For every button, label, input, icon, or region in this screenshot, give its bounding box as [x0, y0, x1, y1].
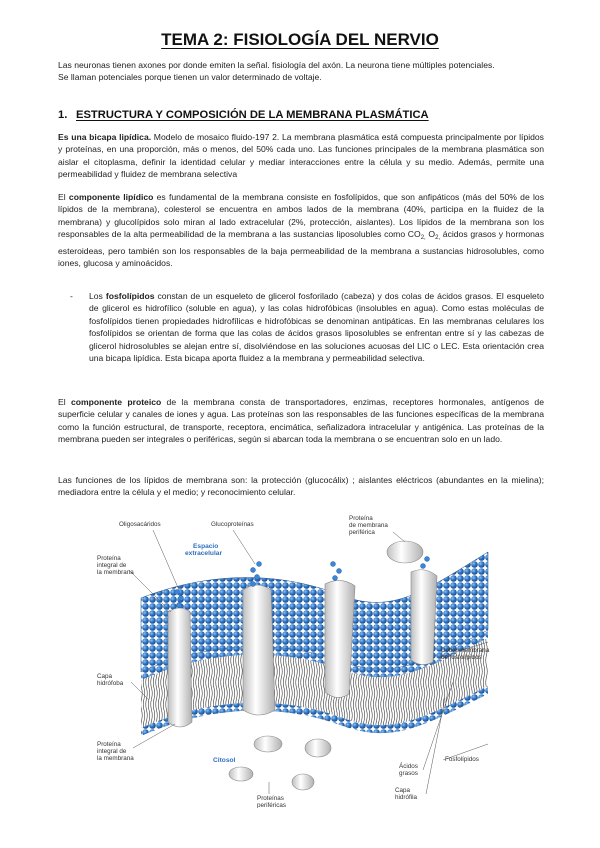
bicapa-bold: Es una bicapa lipídica. — [58, 132, 152, 142]
label-proteina-periferica-3: periférica — [349, 529, 375, 536]
label-capa-hidrofila-1: Capa — [395, 787, 411, 794]
lipidico-bold: componente lipídico — [68, 192, 154, 202]
integral-protein-far-right — [411, 570, 437, 665]
label-proteina-periferica-2: de membrana — [349, 522, 388, 529]
bullet-bold: fosfolípidos — [105, 291, 155, 301]
intro-line-2: Se llaman potenciales porque tienen un valor determinado de voltaje. — [58, 72, 322, 83]
intro-line-1: Las neuronas tienen axones por donde emiten la señal. fisiología del axón. La neurona tiene múltiples potenciales. — [58, 60, 495, 70]
proteico-text-b: de la membrana consta de transportadores, enzimas, receptores hormonales, antígenos de superficie celular y canales de iones y agua. Las proteínas son las responsables de las funciones específicas de la membrana como la función estructural, de transporte, receptora, encimática, señalizadora intracelular y antigénica. Las proteínas de la membrana pueden ser integrales o periféricas, según si abarcan toda la membrana o se encuentran solo en un lado. — [58, 397, 544, 445]
label-acidos-2: grasos — [399, 770, 418, 777]
label-doble-membrana-1: Doble membrana — [441, 647, 490, 654]
label-integral-bot-2: integral de — [97, 748, 127, 755]
proteico-text-a: El — [58, 397, 71, 407]
label-espacio-1: Espacio — [193, 543, 219, 550]
bullet-text-a: Los — [89, 291, 106, 301]
bullet-fosfolipidos — [89, 290, 544, 364]
peripheral-protein-3 — [229, 767, 253, 781]
lipidico-text-a: El — [58, 192, 69, 202]
label-citosol: Citosol — [213, 757, 236, 764]
label-integral-top-1: Proteína — [97, 555, 121, 562]
lipidico-text-d: ácidos grasos y hormonas esteroideas, pero también son los responsables de la baja permeabilidad de la membrana a sustancias hidrosolubles, como iones, glucosa y aminoácidos. — [58, 229, 544, 269]
membrane-diagram — [93, 512, 503, 808]
o2-subscript: 2, — [435, 235, 441, 242]
label-capa-hidrofila-2: hidrófila — [395, 794, 418, 801]
label-glucoproteinas: Glucoproteínas — [211, 521, 254, 528]
peripheral-protein-1 — [254, 736, 282, 752]
label-acidos-1: Ácidos — [399, 763, 418, 770]
label-integral-top-2: integral de — [97, 562, 127, 569]
co2-subscript: 2, — [420, 235, 426, 242]
label-proteina-periferica-1: Proteína — [349, 515, 373, 522]
label-integral-top-3: la membrana — [97, 569, 134, 576]
label-espacio-2: extracelular — [185, 550, 223, 557]
peripheral-protein-4 — [292, 774, 314, 790]
label-oligosacaridos: Oligosacáridos — [119, 521, 161, 528]
bicapa-text: Modelo de mosaico fluido-197 2. La membrana plasmática está compuesta principalmente por lípidos y proteínas, en una proporción, más o menos, del 50% cada uno. Las funciones principales de la membrana plasmática son aislar el citoplasma, definir la identidad celular y mediar interacciones entre la célula y su medio. Además, permite una permeabilidad y fluidez de membrana selectiva — [58, 132, 544, 180]
label-integral-bot-3: la membrana — [97, 755, 134, 762]
label-perifericas-1: Proteínas — [257, 795, 284, 802]
label-capa-hidrofoba-2: hidrófoba — [97, 680, 124, 687]
proteico-bold: componente proteico — [70, 397, 162, 407]
label-capa-hidrofoba-1: Capa — [97, 673, 113, 680]
peripheral-protein-top — [387, 541, 423, 563]
bullet-marker: - — [70, 291, 73, 301]
lipidico-text-c: O — [425, 229, 436, 240]
page-title: TEMA 2: FISIOLOGÍA DEL NERVIO — [161, 30, 439, 49]
section-number: 1. — [58, 109, 68, 121]
integral-protein-center — [243, 585, 275, 715]
label-doble-membrana-2: de fosfolípidos — [441, 654, 482, 661]
bullet-text-b: constan de un esqueleto de glicerol fosforilado (cabeza) y dos colas de ácidos grasos. El esqueleto de glicerol es hidrofílico (soluble en agua), y las colas hidrofóbicas (insolubles en agua). Como estas moléculas de fosfolípidos tienen propiedades hidrofílicas e hidrofóbicas se denominan antipáticas. En las membranas celulares los fosfolípidos se orientan de forma que las colas de ácidos grasos liposolubles se enfrentan entre sí y las cabezas de glicerol hidrosolubles se alejan entre sí, disolviéndose en las soluciones acuosas del LIC o LEC. Esta orientación crea una bicapa lipídica. Esta bicapa aporta fluidez a la membrana y permeabilidad selectiva. — [89, 291, 545, 364]
peripheral-protein-2 — [305, 739, 331, 757]
lipidico-text-b: es fundamental de la membrana consiste en fosfolípidos, que son anfipáticos (más del 50% de los lípidos de la membrana), colesterol se encuentra en ambos lados de la membrana (40%, participa en la fluidez de la membrana) y glucolípidos solo miran al lado extracelular (2%, protección, aislantes). Los lípidos de la membrana son los responsables de la alta permeabilidad de la membrana a las sustancias liposolubles como CO — [58, 192, 545, 240]
section-heading — [58, 109, 544, 121]
label-perifericas-2: periféricas — [257, 802, 287, 808]
paragraph-bicapa — [58, 131, 544, 181]
section-title: ESTRUCTURA Y COMPOSICIÓN DE LA MEMBRANA PLASMÁTICA — [76, 109, 429, 121]
paragraph-lipidico — [58, 191, 544, 269]
paragraph-proteico — [58, 396, 544, 446]
integral-protein-left — [168, 608, 192, 727]
paragraph-funciones: Las funciones de los lípidos de membrana son: la protección (glucocálix) ; aislantes eléctricos (abundantes en la mielina); mediadora entre la célula y el medio; y reconocimiento celular. — [58, 475, 544, 498]
intro-paragraph — [58, 59, 544, 84]
label-integral-bot-1: Proteína — [97, 741, 121, 748]
label-fosfolipidos: Fosfolípidos — [445, 756, 479, 763]
